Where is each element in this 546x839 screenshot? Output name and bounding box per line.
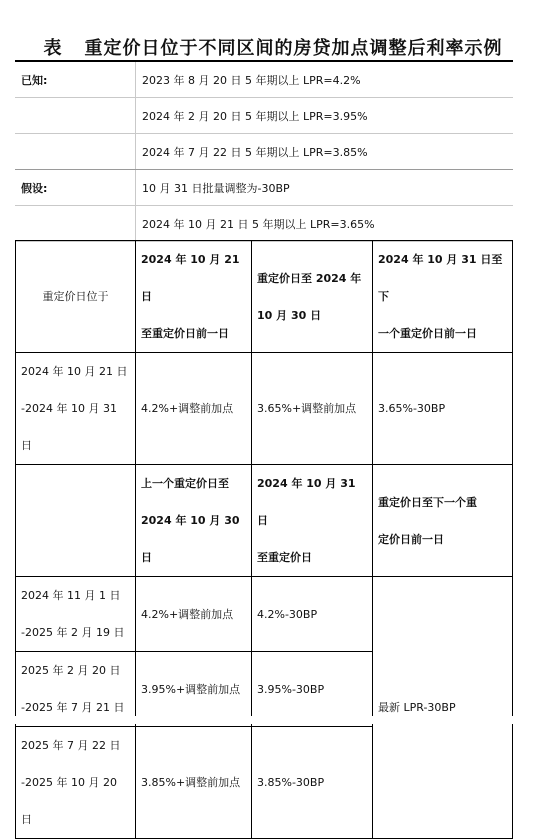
period-cell: 2024 年 11 月 1 日 -2025 年 2 月 19 日 — [16, 577, 136, 652]
period-cell: 2025 年 7 月 22 日 -2025 年 10 月 20 日 — [16, 727, 136, 839]
header-cell: 重定价日至下一个重 定价日前一日 — [373, 465, 513, 577]
value-cell: 3.95%-30BP — [252, 652, 373, 727]
page-bottom-edge — [0, 716, 546, 724]
known-value: 2024 年 7 月 22 日 5 年期以上 LPR=3.85% — [136, 134, 514, 170]
value-cell: 4.2%-30BP — [252, 577, 373, 652]
value-cell: 3.85%+调整前加点 — [136, 727, 252, 839]
value-cell: 3.95%+调整前加点 — [136, 652, 252, 727]
header-cell — [16, 465, 136, 577]
header-row — [16, 241, 513, 353]
rate-example-table — [15, 240, 513, 839]
known-assumptions-table — [15, 62, 513, 242]
value-cell: 3.85%-30BP — [252, 727, 373, 839]
table-title-text: 重定价日位于不同区间的房贷加点调整后利率示例 — [84, 38, 503, 59]
header-cell: 2024 年 10 月 31 日 至重定价日 — [252, 465, 373, 577]
table-row — [16, 353, 513, 465]
value-cell: 4.2%+调整前加点 — [136, 353, 252, 465]
value-cell: 4.2%+调整前加点 — [136, 577, 252, 652]
assume-value: 10 月 31 日批量调整为-30BP — [136, 170, 514, 206]
header-cell: 重定价日至 2024 年 10 月 30 日 — [252, 241, 373, 353]
header-row — [16, 465, 513, 577]
period-cell: 2024 年 10 月 21 日 -2024 年 10 月 31 日 — [16, 353, 136, 465]
table-title-prefix: 表 — [43, 38, 63, 59]
known-label: 已知: — [15, 62, 136, 98]
assume-row — [15, 206, 513, 242]
known-value: 2024 年 2 月 20 日 5 年期以上 LPR=3.95% — [136, 98, 514, 134]
value-cell: 3.65%+调整前加点 — [252, 353, 373, 465]
header-cell: 2024 年 10 月 21 日 至重定价日前一日 — [136, 241, 252, 353]
known-row — [15, 98, 513, 134]
value-cell: 3.65%-30BP — [373, 353, 513, 465]
merged-value-cell: 最新 LPR-30BP — [373, 577, 513, 839]
assume-label: 假设: — [15, 170, 136, 206]
table-title — [0, 34, 546, 60]
assume-row — [15, 170, 513, 206]
header-cell: 2024 年 10 月 31 日至下 一个重定价日前一日 — [373, 241, 513, 353]
assume-value: 2024 年 10 月 21 日 5 年期以上 LPR=3.65% — [136, 206, 514, 242]
known-row — [15, 62, 513, 98]
known-row — [15, 134, 513, 170]
header-cell: 上一个重定价日至 2024 年 10 月 30 日 — [136, 465, 252, 577]
header-cell: 重定价日位于 — [16, 241, 136, 353]
table-row — [16, 577, 513, 652]
period-cell: 2025 年 2 月 20 日 -2025 年 7 月 21 日 — [16, 652, 136, 727]
known-value: 2023 年 8 月 20 日 5 年期以上 LPR=4.2% — [136, 62, 514, 98]
